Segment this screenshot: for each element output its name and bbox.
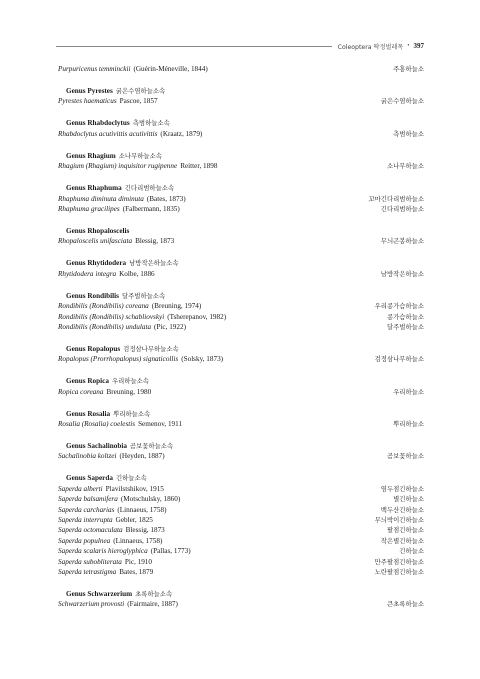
species-korean-name: 뿌리하늘소 (393, 420, 424, 429)
genus-group (58, 226, 424, 247)
species-row (58, 269, 424, 279)
species-scientific (58, 312, 226, 322)
species-author: (Pic, 1922) (154, 322, 186, 331)
running-header (56, 40, 424, 52)
species-row (58, 546, 424, 556)
species-korean-name: 측범하늘소 (393, 129, 424, 138)
species-korean-name: 긴하늘소 (399, 547, 424, 556)
genus-name: Genus Rhagium (66, 151, 116, 160)
species-name: Saperda populnea (58, 536, 111, 545)
species-scientific (58, 546, 191, 556)
species-korean-name: 무늬곤봉하늘소 (380, 237, 424, 246)
species-author: (Fairmaire, 1887) (127, 600, 178, 609)
species-korean-name: 콩가슴하늘소 (386, 312, 424, 321)
species-author: (Linnaeus, 1758) (113, 536, 163, 545)
species-author: Kolbe, 1886 (119, 269, 155, 278)
species-scientific (58, 525, 165, 535)
species-scientific (58, 322, 186, 332)
genus-name: Genus Saperda (66, 474, 113, 483)
species-scientific (58, 557, 152, 567)
species-author: (Linnaeus, 1758) (117, 505, 167, 514)
species-row (58, 129, 424, 139)
genus-title (58, 473, 424, 484)
species-korean-name: 백두산긴하늘소 (380, 505, 424, 514)
genus-title (58, 118, 424, 129)
species-korean-name: 만주팔점긴하늘소 (374, 557, 424, 566)
species-korean-name: 별긴하늘소 (393, 495, 424, 504)
genus-title (58, 291, 424, 302)
genus-title (58, 376, 424, 387)
species-scientific (58, 505, 166, 515)
species-name: Saperda scalaris hieroglyphica (58, 547, 148, 556)
species-name: Purpuricenus temminckii (58, 65, 131, 73)
genus-group (58, 589, 424, 610)
genus-title (58, 151, 424, 162)
species-row (58, 557, 424, 567)
species-author: Blessig, 1873 (125, 526, 165, 535)
species-row (58, 484, 424, 494)
species-row (58, 525, 424, 535)
species-korean-name: 곰보꽃하늘소 (386, 452, 424, 461)
species-row (58, 387, 424, 397)
genus-korean-name: 소나무하늘소속 (118, 151, 162, 160)
species-row (58, 194, 424, 204)
species-korean-name: 우리콩가슴하늘소 (374, 302, 424, 311)
species-name: Rondibilis (Rondibilis) undulata (58, 322, 152, 331)
genus-korean-name: 굵은수염하늘소속 (115, 86, 166, 95)
species-author: (Solsky, 1873) (181, 355, 224, 364)
species-korean-name: 소나무하늘소 (386, 162, 424, 171)
species-korean-name: 큰초록하늘소 (386, 600, 424, 609)
species-author: (Falbermann, 1835) (122, 204, 180, 213)
species-scientific (58, 536, 162, 546)
species-scientific (58, 129, 202, 139)
species-korean-name: 검정삼나무하늘소 (374, 355, 424, 364)
genus-title (58, 409, 424, 420)
species-author: Reitter, 1898 (180, 162, 218, 171)
genus-name: Genus Ropica (66, 377, 109, 386)
species-korean-name: 작은별긴하늘소 (380, 536, 424, 545)
species-name: Rhopaloscelis unifasciata (58, 237, 133, 246)
species-scientific (58, 451, 165, 461)
species-scientific (58, 567, 153, 577)
species-name: Rhytidodera integra (58, 269, 117, 278)
genus-name: Genus Ropalopus (66, 344, 121, 353)
species-row (58, 64, 424, 74)
genus-name: Genus Rhabdoclytus (66, 119, 130, 128)
species-author: (Bates, 1873) (146, 194, 186, 203)
genus-group (58, 64, 424, 74)
species-scientific (58, 484, 164, 494)
genus-title (58, 258, 424, 269)
genus-group (58, 183, 424, 214)
species-author: (Kraatz, 1879) (160, 129, 203, 138)
species-name: Saperda octomaculata (58, 526, 123, 535)
species-scientific (58, 387, 151, 397)
species-name: Saperda alberti (58, 484, 103, 493)
genus-group (58, 258, 424, 279)
species-row (58, 494, 424, 504)
genus-korean-name: 우리하늘소속 (111, 377, 149, 386)
genus-title (58, 344, 424, 355)
header-bullet: • (407, 43, 410, 49)
species-name: Saperda balsamifera (58, 495, 118, 504)
species-name: Rhabdoclytus acutivittis acutivittis (58, 129, 158, 138)
species-name: Rhagium (Rhagium) inquisitor rugipenne (58, 162, 178, 171)
species-row (58, 505, 424, 515)
genus-name: Genus Rhytidodera (66, 259, 127, 268)
species-korean-name: 굵은수염하늘소 (380, 97, 424, 106)
species-scientific (58, 96, 158, 106)
header-rule (56, 46, 332, 47)
genus-korean-name: 곰보꽃하늘소속 (129, 441, 174, 450)
species-name: Saperda subobliterata (58, 557, 122, 566)
genus-group (58, 473, 424, 577)
species-row (58, 599, 424, 609)
species-name: Rondibilis (Rondibilis) schabliovskyi (58, 312, 165, 321)
species-name: Saperda interrupta (58, 516, 113, 525)
species-author: (Motschulsky, 1860) (120, 495, 181, 504)
header-title: Coleoptera 딱정벌레목 (337, 43, 404, 51)
genus-name: Genus Pyrestes (66, 86, 113, 95)
genus-group (58, 441, 424, 462)
species-korean-name: 노란팔점긴하늘소 (374, 567, 424, 576)
species-row (58, 567, 424, 577)
page-number: 397 (413, 42, 424, 50)
species-name: Ropica coreana (58, 387, 104, 396)
species-scientific (58, 494, 180, 504)
genus-group (58, 151, 424, 172)
genus-group (58, 86, 424, 107)
species-author: Pic, 1910 (124, 557, 152, 566)
species-scientific (58, 269, 155, 279)
species-name: Saperda tetrastigma (58, 567, 117, 576)
genus-title (58, 226, 424, 237)
genus-korean-name: 긴하늘소속 (115, 474, 147, 483)
species-scientific (58, 515, 153, 525)
species-author: (Tsherepanov, 1982) (167, 312, 227, 321)
genus-group (58, 291, 424, 333)
genus-korean-name: 검정삼나무하늘소속 (123, 344, 179, 353)
species-korean-name: 긴다리범하늘소 (380, 204, 424, 213)
species-row (58, 322, 424, 332)
genus-name: Genus Rhopaloscelis (66, 226, 130, 235)
species-korean-name: 팔점긴하늘소 (386, 526, 424, 535)
species-name: Rhaphuma diminuta diminuta (58, 194, 144, 203)
species-row (58, 515, 424, 525)
species-author: Breuning, 1980 (106, 387, 152, 396)
species-author: Semenov, 1911 (138, 420, 183, 429)
genus-korean-name: 남방작은하늘소속 (129, 259, 179, 268)
genus-group (58, 376, 424, 397)
species-author: (Heyden, 1887) (119, 452, 165, 461)
species-name: Pyrestes haematicus (58, 97, 117, 106)
species-scientific (58, 161, 217, 171)
species-row (58, 451, 424, 461)
species-name: Sachalinobia koltzei (58, 452, 117, 461)
genus-group (58, 344, 424, 365)
species-korean-name: 남방작은하늘소 (380, 269, 424, 278)
species-author: Gebler, 1825 (115, 516, 153, 525)
genus-title (58, 441, 424, 452)
species-author: Pascoe, 1857 (119, 97, 158, 106)
genus-korean-name: 초록하늘소속 (135, 589, 173, 598)
species-author: Plavilstshikov, 1915 (105, 484, 164, 493)
species-name: Rosalia (Rosalia) coelestis (58, 420, 136, 429)
genus-name: Genus Schwarzerium (66, 589, 133, 598)
species-author: (Pallas, 1773) (150, 547, 191, 556)
species-korean-name: 염두점긴하늘소 (380, 484, 424, 493)
species-scientific (58, 301, 201, 311)
species-scientific (58, 194, 186, 204)
genus-name: Genus Rhaphuma (66, 184, 122, 193)
species-korean-name: 꼬마긴다리범하늘소 (368, 194, 424, 203)
species-row (58, 96, 424, 106)
species-korean-name: 주홍하늘소 (393, 65, 424, 73)
species-author: (Guérin-Méneville, 1844) (133, 65, 208, 73)
species-row (58, 161, 424, 171)
genus-name: Genus Rosalia (66, 409, 111, 418)
species-name: Rhaphuma gracilipes (58, 204, 120, 213)
species-row (58, 419, 424, 429)
species-scientific (58, 236, 174, 246)
genus-name: Genus Rondibilis (66, 291, 119, 300)
species-row (58, 301, 424, 311)
species-row (58, 536, 424, 546)
species-korean-name: 무늬박이긴하늘소 (374, 516, 424, 525)
species-author: (Breuning, 1974) (151, 302, 202, 311)
species-scientific (58, 354, 223, 364)
genus-title (58, 589, 424, 600)
species-row (58, 204, 424, 214)
species-scientific (58, 599, 178, 609)
species-korean-name: 우리하늘소 (393, 387, 424, 396)
genus-korean-name: 달주벌하늘소속 (121, 291, 166, 300)
species-row (58, 354, 424, 364)
genus-group (58, 409, 424, 430)
species-name: Saperda carcharias (58, 505, 115, 514)
genus-korean-name: 측범하늘소속 (132, 119, 170, 128)
genus-title (58, 183, 424, 194)
species-row (58, 312, 424, 322)
genus-korean-name: 뿌리하늘소속 (113, 409, 151, 418)
species-korean-name: 달주벌하늘소 (386, 322, 424, 331)
species-name: Ropalopus (Prorrhopalopus) signaticollis (58, 355, 179, 364)
species-author: Blessig, 1873 (135, 237, 175, 246)
species-name: Schwarzerium provosti (58, 600, 125, 609)
species-name: Rondibilis (Rondibilis) coreana (58, 302, 149, 311)
genus-title (58, 86, 424, 97)
species-scientific (58, 64, 208, 74)
species-scientific (58, 204, 180, 214)
species-row (58, 236, 424, 246)
species-author: Bates, 1879 (119, 567, 154, 576)
genus-group (58, 118, 424, 139)
genus-name: Genus Sachalinobia (66, 441, 127, 450)
genus-korean-name: 긴다리범하늘소속 (124, 184, 175, 193)
species-scientific (58, 419, 182, 429)
species-list (58, 64, 424, 621)
